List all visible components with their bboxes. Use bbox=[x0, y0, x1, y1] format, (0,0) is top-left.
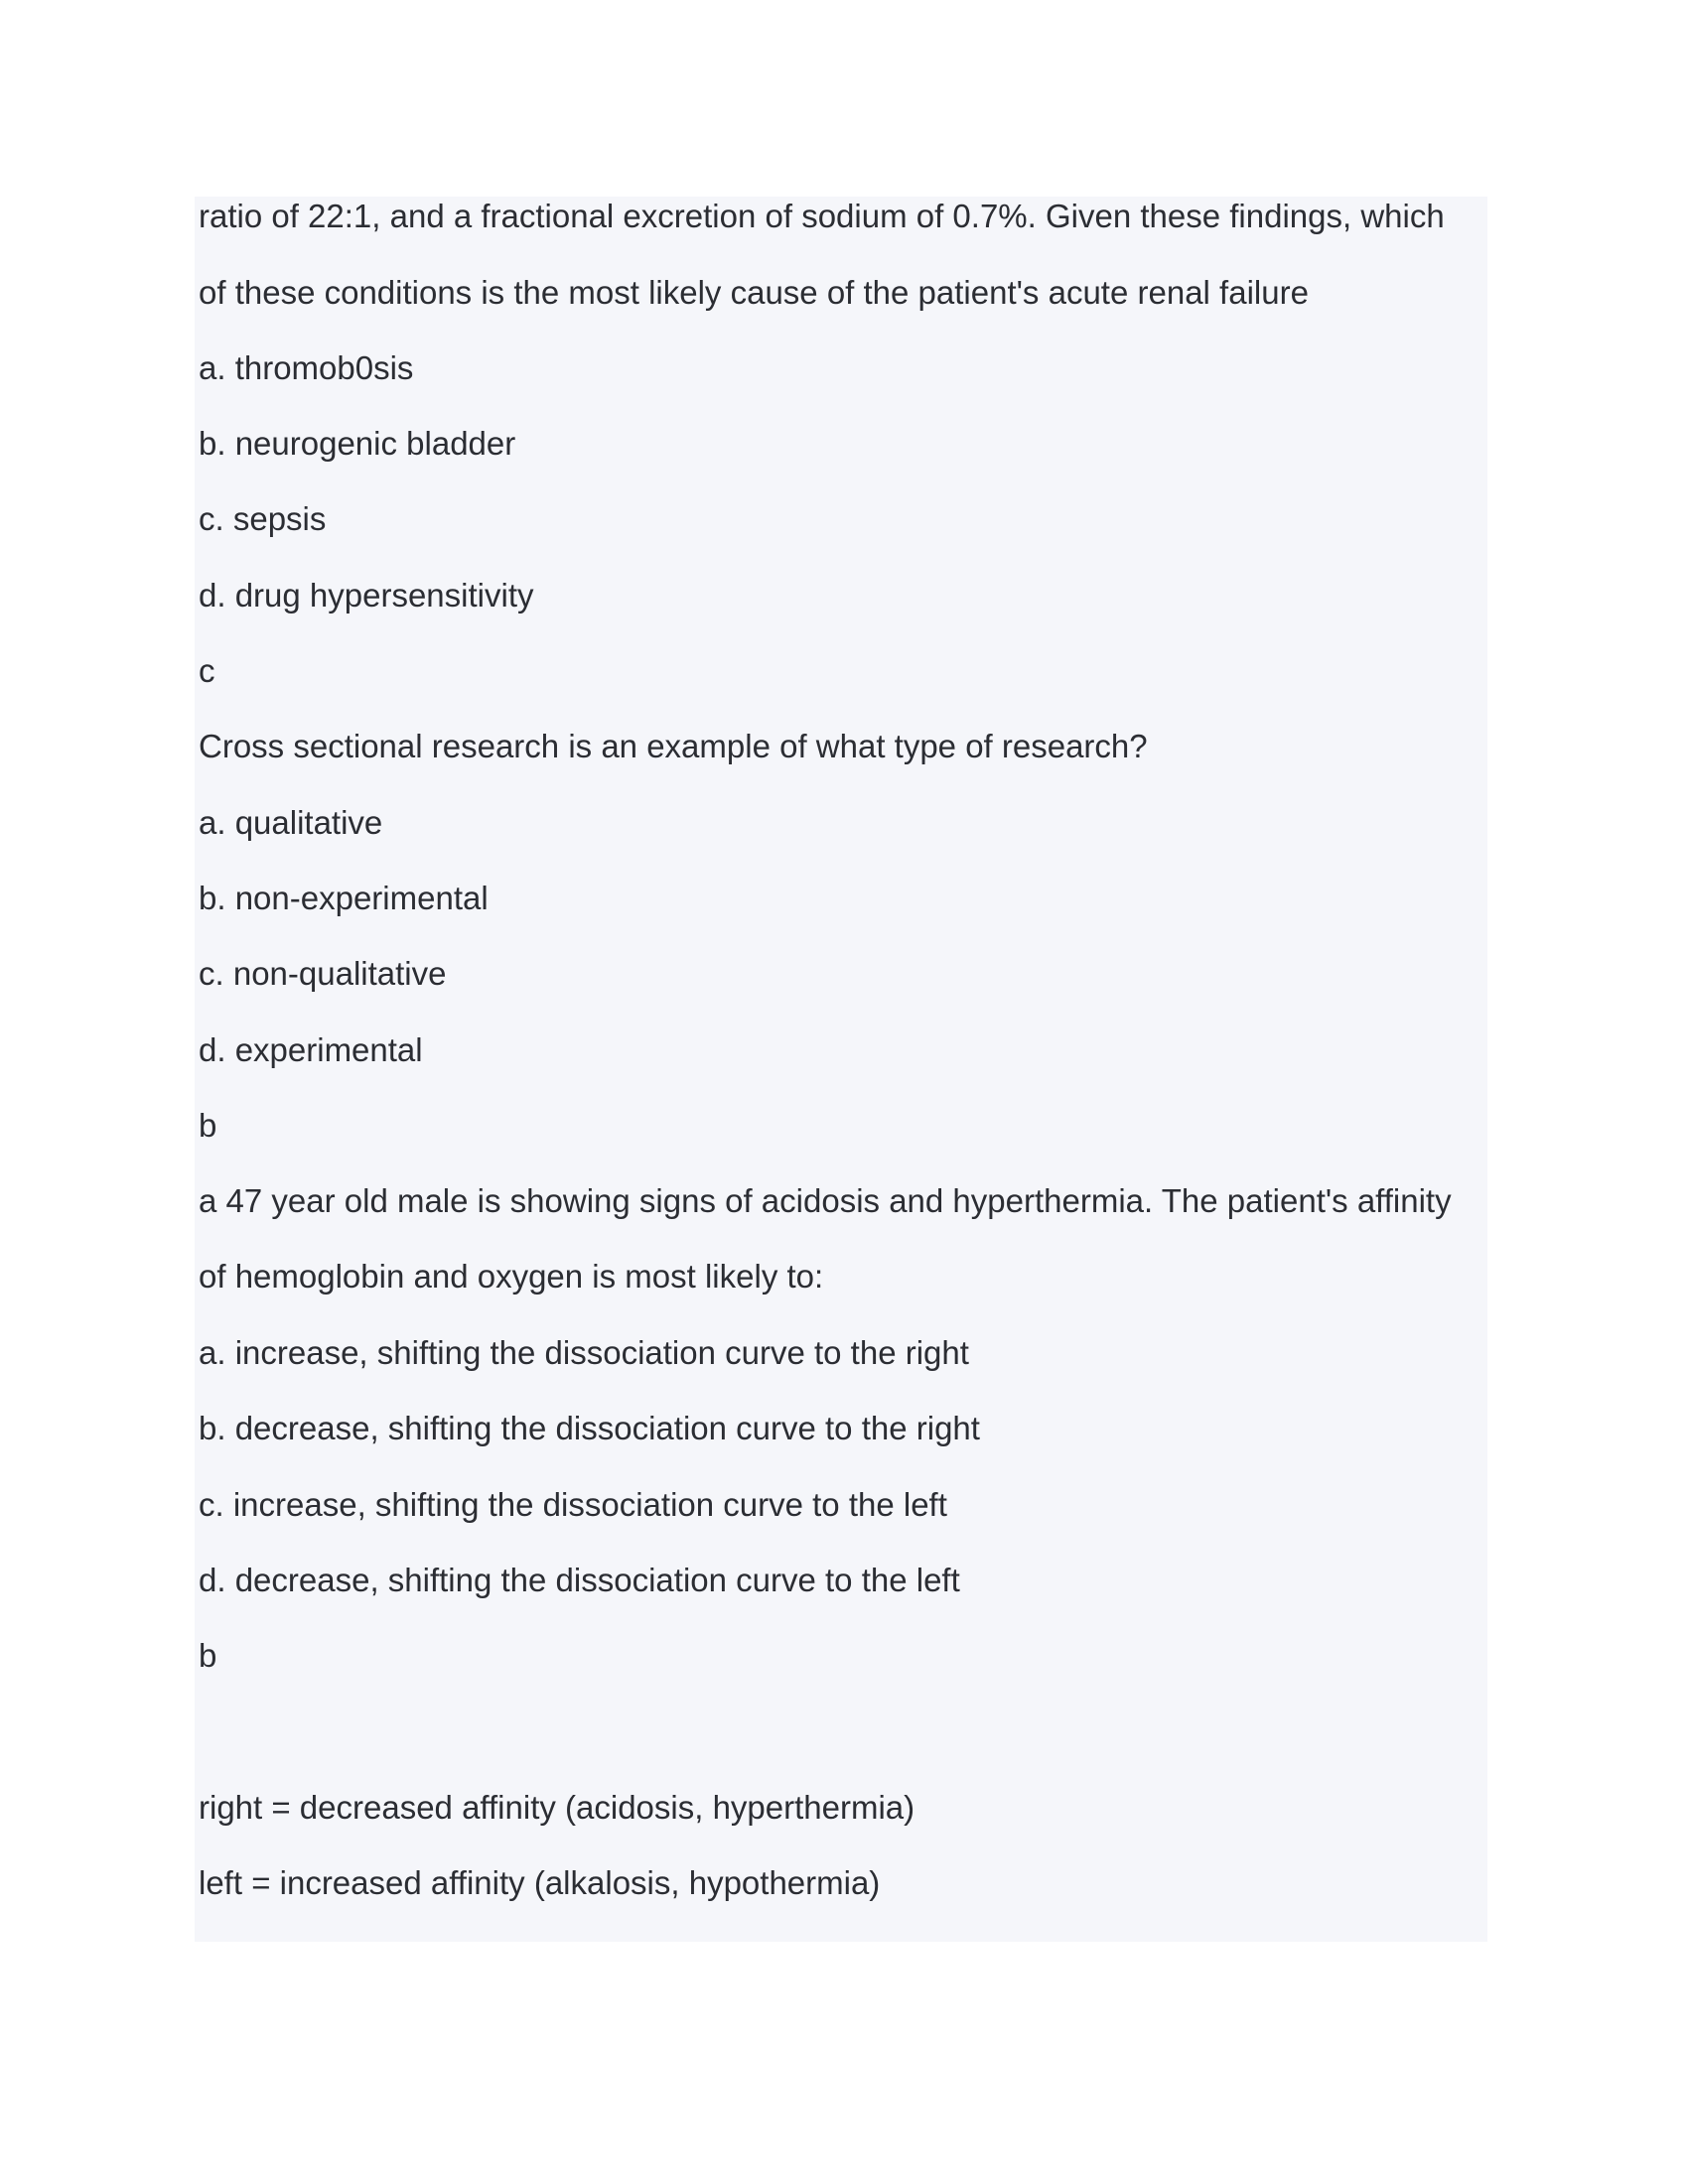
q2-option-a: a. qualitative bbox=[199, 804, 383, 841]
q1-stem-line-2: of these conditions is the most likely cause of the patient's acute renal failure bbox=[199, 274, 1309, 311]
q1-option-a: a. thromob0sis bbox=[199, 349, 414, 386]
q1-answer: c bbox=[199, 652, 215, 689]
q2-option-b: b. non-experimental bbox=[199, 880, 489, 916]
q2-option-c: c. non-qualitative bbox=[199, 955, 447, 992]
q3-answer: b bbox=[199, 1637, 217, 1674]
content-block bbox=[195, 197, 1487, 1942]
q3-stem-line-2: of hemoglobin and oxygen is most likely to: bbox=[199, 1258, 824, 1295]
q1-option-d: d. drug hypersensitivity bbox=[199, 577, 534, 614]
q3-explanation-line-1: right = decreased affinity (acidosis, hyperthermia) bbox=[199, 1789, 915, 1826]
q2-stem-line-1: Cross sectional research is an example of what type of research? bbox=[199, 728, 1148, 764]
q2-answer: b bbox=[199, 1107, 217, 1144]
q3-stem-line-1: a 47 year old male is showing signs of acidosis and hyperthermia. The patient's affinity bbox=[199, 1182, 1452, 1219]
q3-explanation-line-2: left = increased affinity (alkalosis, hypothermia) bbox=[199, 1864, 881, 1901]
q1-option-c: c. sepsis bbox=[199, 500, 327, 537]
q3-option-a: a. increase, shifting the dissociation curve to the right bbox=[199, 1334, 969, 1371]
q3-option-c: c. increase, shifting the dissociation curve to the left bbox=[199, 1486, 947, 1523]
q3-option-d: d. decrease, shifting the dissociation curve to the left bbox=[199, 1562, 960, 1598]
q2-option-d: d. experimental bbox=[199, 1031, 423, 1068]
q1-option-b: b. neurogenic bladder bbox=[199, 425, 516, 462]
q1-stem-line-1: ratio of 22:1, and a fractional excretion of sodium of 0.7%. Given these findings, which bbox=[199, 198, 1445, 234]
q3-option-b: b. decrease, shifting the dissociation curve to the right bbox=[199, 1410, 980, 1446]
